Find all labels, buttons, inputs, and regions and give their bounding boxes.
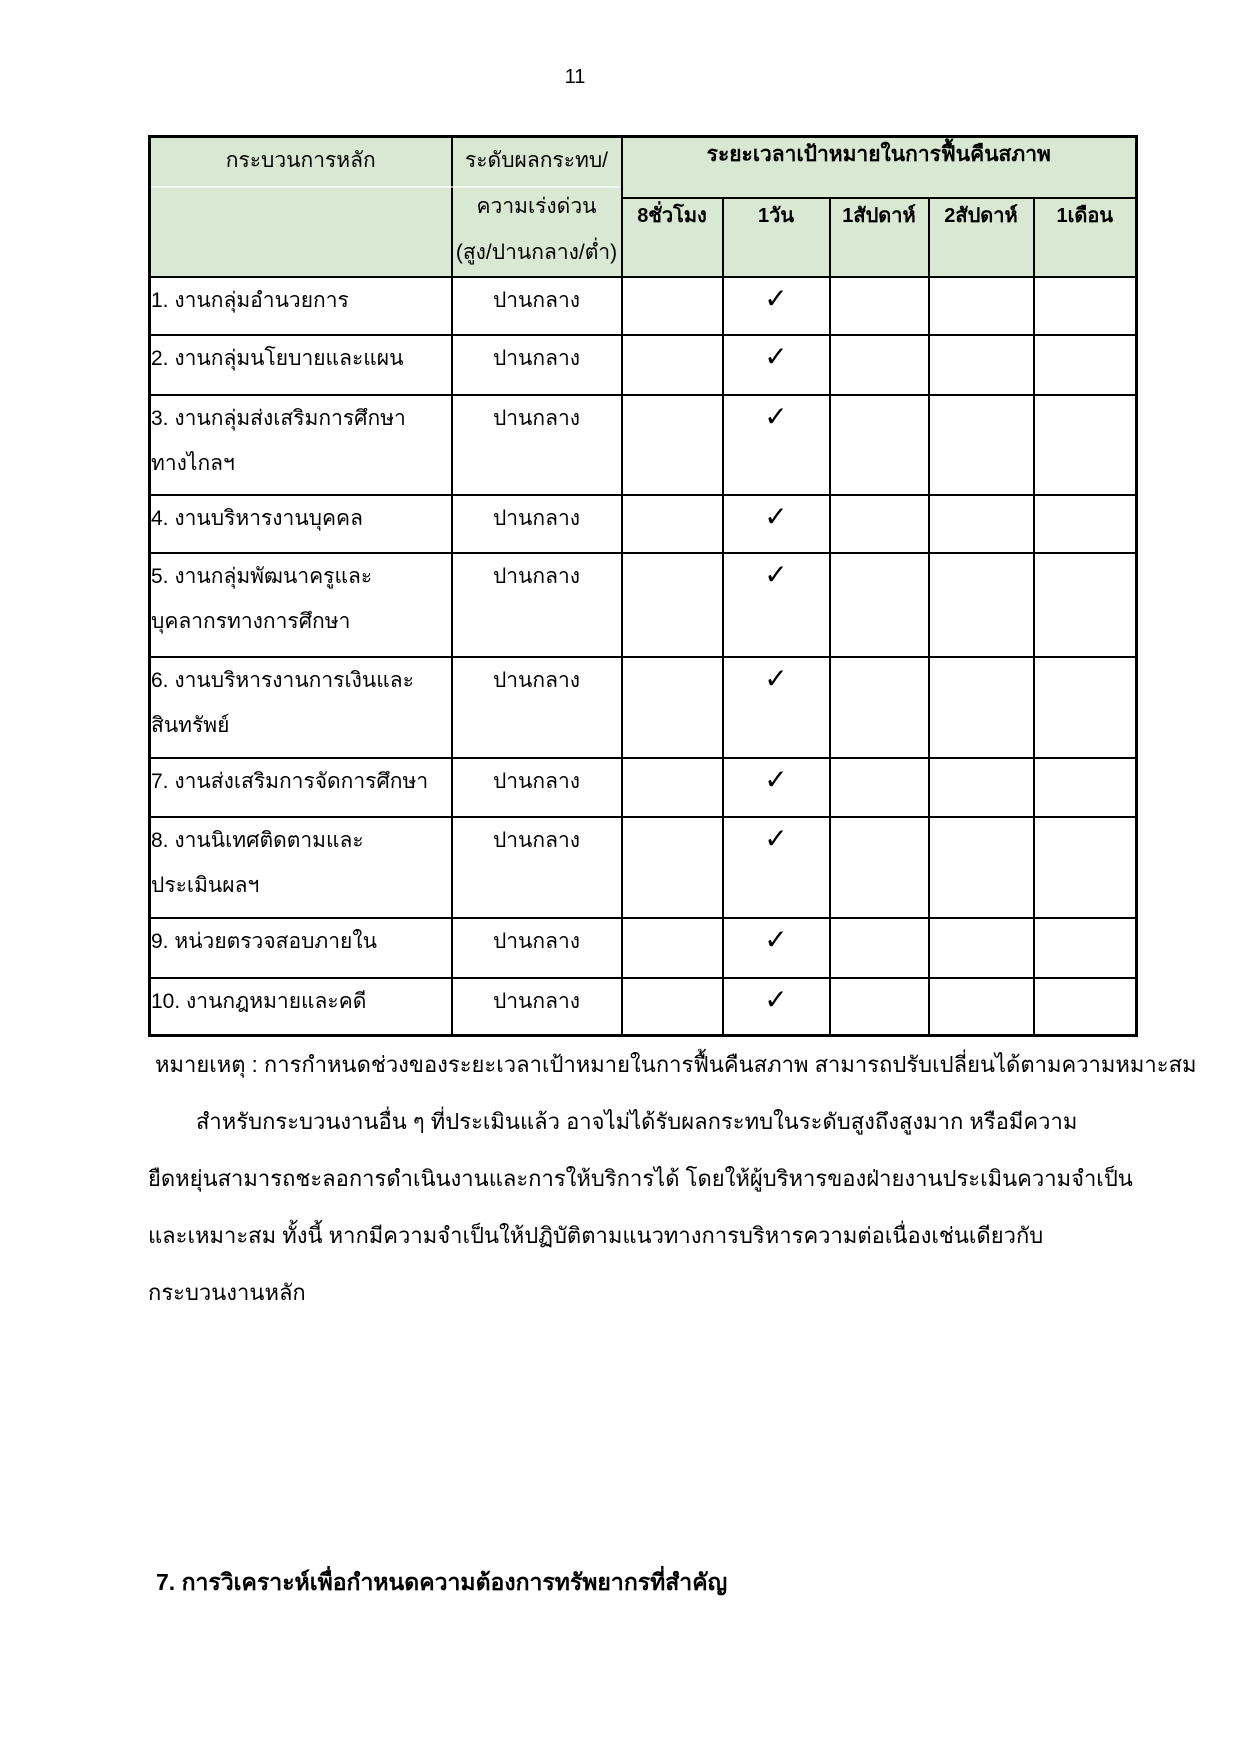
- note-line: ยืดหยุ่นสามารถชะลอการดำเนินงานและการให้บริการได้ โดยให้ผู้บริหารของฝ่ายงานประเมินความจำเป็น: [148, 1166, 1133, 1191]
- process-line-2: บุคลากรทางการศึกษา: [151, 610, 351, 633]
- check-mark: ✓: [764, 823, 788, 854]
- note-line: และเหมาะสม ทั้งนี้ หากมีความจำเป็นให้ปฏิบัติตามแนวทางการบริหารความต่อเนื่องเช่นเดียวกับ: [148, 1223, 1044, 1248]
- timeline-cell-1month: [1034, 395, 1137, 495]
- timeline-cell-1month: [1034, 335, 1137, 395]
- timeline-cell-1week: [830, 495, 929, 553]
- table-row: [150, 495, 1137, 553]
- timeline-cell-1month: [1034, 277, 1137, 335]
- check-mark: ✓: [764, 559, 788, 590]
- timeline-cell-1day: [723, 335, 830, 395]
- note-line: สำหรับกระบวนงานอื่น ๆ ที่ประเมินแล้ว อาจไม่ได้รับผลกระทบในระดับสูงถึงสูงมาก หรือมีความ: [196, 1109, 1078, 1134]
- impact-cell: ปานกลาง: [452, 978, 622, 1035]
- timeline-cell-1week: [830, 758, 929, 817]
- impact-cell: ปานกลาง: [452, 277, 622, 335]
- process-line-1: 7. งานส่งเสริมการจัดการศึกษา: [151, 770, 429, 793]
- impact-cell: ปานกลาง: [452, 395, 622, 495]
- timeline-cell-1month: [1034, 918, 1137, 978]
- timeline-cell-1week: [830, 657, 929, 758]
- recovery-time-table: [148, 135, 1138, 1037]
- timeline-cell-1day: [723, 553, 830, 657]
- timeline-cell-1week: [830, 277, 929, 335]
- timeline-cell-2weeks: [929, 395, 1034, 495]
- timeline-cell-2weeks: [929, 978, 1034, 1035]
- timeline-cell-1day: [723, 817, 830, 918]
- impact-header-line2: ความเร่งด่วน: [476, 195, 597, 218]
- timeline-cell-2weeks: [929, 553, 1034, 657]
- process-line-1: 3. งานกลุ่มส่งเสริมการศึกษา: [151, 407, 406, 430]
- check-mark: ✓: [764, 764, 788, 795]
- process-line-1: 9. หน่วยตรวจสอบภายใน: [151, 930, 377, 953]
- impact-cell: ปานกลาง: [452, 657, 622, 758]
- table-row: [150, 553, 1137, 657]
- process-cell: [150, 817, 452, 918]
- timeline-cell-8hours: [622, 553, 723, 657]
- impact-cell: ปานกลาง: [452, 918, 622, 978]
- check-mark: ✓: [764, 663, 788, 694]
- note-line: กระบวนงานหลัก: [148, 1280, 306, 1305]
- process-cell: [150, 918, 452, 978]
- timeline-cell-8hours: [622, 495, 723, 553]
- process-line-1: 5. งานกลุ่มพัฒนาครูและ: [151, 565, 373, 588]
- timeline-cell-2weeks: [929, 918, 1034, 978]
- timeline-cell-1day: [723, 395, 830, 495]
- timeline-cell-1month: [1034, 817, 1137, 918]
- timeline-cell-8hours: [622, 395, 723, 495]
- check-mark: ✓: [764, 401, 788, 432]
- impact-header-line1: ระดับผลกระทบ/: [465, 149, 608, 172]
- process-cell: [150, 495, 452, 553]
- process-line-1: 6. งานบริหารงานการเงินและ: [151, 669, 414, 692]
- impact-cell: ปานกลาง: [452, 335, 622, 395]
- process-cell: [150, 758, 452, 817]
- page-number: 11: [564, 66, 586, 88]
- check-mark: ✓: [764, 984, 788, 1015]
- process-cell: [150, 978, 452, 1035]
- impact-cell: ปานกลาง: [452, 553, 622, 657]
- table-row: [150, 395, 1137, 495]
- timeline-cell-8hours: [622, 657, 723, 758]
- timeline-cell-8hours: [622, 277, 723, 335]
- timeline-cell-1month: [1034, 758, 1137, 817]
- timeline-cell-1week: [830, 918, 929, 978]
- process-line-1: 10. งานกฎหมายและคดี: [151, 990, 367, 1013]
- timeline-cell-8hours: [622, 978, 723, 1035]
- process-line-2: สินทรัพย์: [151, 714, 230, 737]
- impact-column-header: [452, 137, 622, 278]
- check-mark: ✓: [764, 341, 788, 372]
- timeline-cell-1month: [1034, 657, 1137, 758]
- impact-cell: ปานกลาง: [452, 495, 622, 553]
- timeline-cell-1month: [1034, 978, 1137, 1035]
- check-mark: ✓: [764, 924, 788, 955]
- table-row: [150, 277, 1137, 335]
- timeline-cell-1day: [723, 495, 830, 553]
- process-line-2: ทางไกลฯ: [151, 452, 235, 475]
- check-mark: ✓: [764, 283, 788, 314]
- timeline-cell-2weeks: [929, 495, 1034, 553]
- timeline-cell-1week: [830, 978, 929, 1035]
- timeline-cell-1week: [830, 817, 929, 918]
- impact-cell: ปานกลาง: [452, 758, 622, 817]
- table-row: [150, 335, 1137, 395]
- process-column-header-label: กระบวนการหลัก: [225, 149, 376, 172]
- recovery-table-body: [150, 277, 1137, 1035]
- process-cell: [150, 553, 452, 657]
- process-line-1: 8. งานนิเทศติดตามและ: [151, 829, 364, 852]
- timeline-cell-1week: [830, 395, 929, 495]
- timeline-cell-1week: [830, 553, 929, 657]
- timeline-col-1month: 1เดือน: [1034, 198, 1137, 277]
- timeline-col-8hours: 8ชั่วโมง: [622, 198, 723, 277]
- process-line-1: 4. งานบริหารงานบุคคล: [151, 507, 363, 530]
- timeline-cell-2weeks: [929, 277, 1034, 335]
- table-row: [150, 657, 1137, 758]
- timeline-cell-1day: [723, 978, 830, 1035]
- table-row: [150, 978, 1137, 1035]
- timeline-cell-1day: [723, 657, 830, 758]
- timeline-col-2weeks: 2สัปดาห์: [929, 198, 1034, 277]
- timeline-cell-8hours: [622, 918, 723, 978]
- section-7-heading: 7. การวิเคราะห์เพื่อกำหนดความต้องการทรัพยากรที่สำคัญ: [156, 1569, 728, 1595]
- timeline-cell-8hours: [622, 758, 723, 817]
- process-cell: [150, 277, 452, 335]
- check-mark: ✓: [764, 501, 788, 532]
- timeline-cell-1day: [723, 758, 830, 817]
- process-line-2: ประเมินผลฯ: [151, 874, 260, 897]
- table-row: [150, 817, 1137, 918]
- timeline-cell-8hours: [622, 817, 723, 918]
- process-cell: [150, 657, 452, 758]
- process-cell: [150, 395, 452, 495]
- impact-cell: ปานกลาง: [452, 817, 622, 918]
- timeline-cell-8hours: [622, 335, 723, 395]
- note-line: หมายเหตุ : การกำหนดช่วงของระยะเวลาเป้าหมายในการฟื้นคืนสภาพ สามารถปรับเปลี่ยนได้ตามความหมาะสม: [155, 1052, 1197, 1077]
- timeline-cell-2weeks: [929, 335, 1034, 395]
- process-column-header: [150, 137, 452, 278]
- process-line-1: 1. งานกลุ่มอำนวยการ: [151, 289, 349, 312]
- timeline-cell-1day: [723, 918, 830, 978]
- process-cell: [150, 335, 452, 395]
- timeline-col-1week: 1สัปดาห์: [830, 198, 929, 277]
- impact-header-line3: (สูง/ปานกลาง/ต่ำ): [455, 241, 618, 264]
- timeline-col-1day: 1วัน: [723, 198, 830, 277]
- timeline-cell-1month: [1034, 495, 1137, 553]
- timeline-cell-2weeks: [929, 817, 1034, 918]
- table-row: [150, 758, 1137, 817]
- timeline-group-header: ระยะเวลาเป้าหมายในการฟื้นคืนสภาพ: [622, 137, 1137, 198]
- table-row: [150, 918, 1137, 978]
- process-line-1: 2. งานกลุ่มนโยบายและแผน: [151, 347, 404, 370]
- timeline-cell-2weeks: [929, 657, 1034, 758]
- timeline-cell-1month: [1034, 553, 1137, 657]
- timeline-cell-1week: [830, 335, 929, 395]
- timeline-cell-2weeks: [929, 758, 1034, 817]
- recovery-time-table-wrap: [148, 135, 1138, 1037]
- timeline-cell-1day: [723, 277, 830, 335]
- header-row-1: [150, 137, 1137, 198]
